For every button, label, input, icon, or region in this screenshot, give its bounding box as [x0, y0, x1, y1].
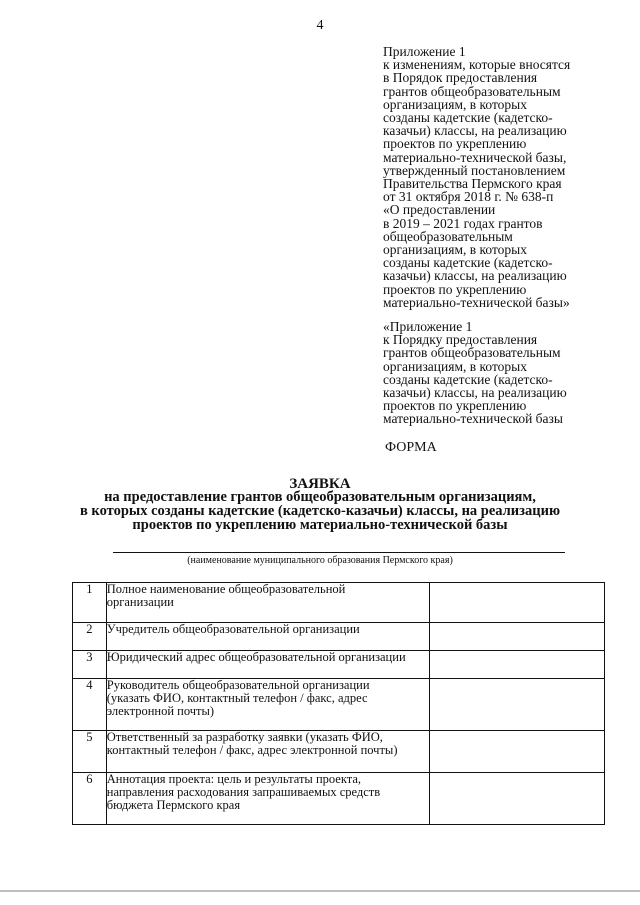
row-number: 6 — [73, 773, 107, 825]
appendix-line: Правительства Пермского края — [383, 176, 562, 192]
appendix-line: в Порядок предоставления — [383, 70, 538, 86]
appendix-order-block — [383, 320, 613, 426]
appendix-line: материально-технической базы, — [383, 149, 567, 165]
scan-edge-divider — [0, 890, 640, 892]
row-label — [106, 773, 429, 825]
appendix-line: созданы кадетские (кадетско- — [383, 371, 553, 387]
appendix-line: созданы кадетские (кадетско- — [383, 110, 553, 126]
appendix-amendment-block — [383, 45, 613, 309]
row-label-line: направления расходования запрашиваемых средств — [106, 785, 381, 799]
row-number: 4 — [73, 679, 107, 731]
row-label-line: Ответственный за разработку заявки (указать ФИО, — [106, 730, 383, 744]
appendix-line: казачьи) классы, на реализацию — [383, 123, 567, 139]
appendix-line: грантов общеобразовательным — [383, 83, 561, 99]
appendix-line: в 2019 – 2021 годах грантов — [383, 215, 543, 231]
row-label-line: Руководитель общеобразовательной организации — [106, 678, 370, 692]
row-value-cell[interactable] — [429, 731, 604, 773]
row-value-cell[interactable] — [429, 583, 604, 623]
appendix-line: Приложение 1 — [383, 44, 466, 59]
appendix-line: проектов по укреплению — [383, 281, 527, 297]
appendix-line: к изменениям, которые вносятся — [383, 57, 571, 73]
table-row — [73, 651, 605, 679]
table-row — [73, 623, 605, 651]
municipality-fill-line — [113, 552, 565, 553]
appendix-line: проектов по укреплению — [383, 136, 527, 152]
document-title: ЗАЯВКА — [289, 476, 351, 492]
row-label-line: электронной почты) — [106, 704, 215, 718]
row-label-line: Полное наименование общеобразовательной — [106, 582, 346, 596]
row-value-cell[interactable] — [429, 623, 604, 651]
appendix-line: проектов по укреплению — [383, 398, 527, 414]
row-number: 2 — [73, 623, 107, 651]
appendix-line: организациям, в которых — [383, 96, 527, 112]
form-label: ФОРМА — [385, 440, 437, 455]
appendix-line: «Приложение 1 — [383, 319, 473, 334]
row-label — [106, 651, 429, 679]
row-label — [106, 623, 429, 651]
municipality-caption: (наименование муниципального образования Пермского края) — [187, 555, 453, 566]
row-label-line: Юридический адрес общеобразовательной организации — [106, 650, 406, 664]
appendix-line: утвержденный постановлением — [383, 162, 566, 178]
appendix-line: от 31 октября 2018 г. № 638-п — [383, 189, 554, 205]
row-number: 3 — [73, 651, 107, 679]
appendix-line: созданы кадетские (кадетско- — [383, 255, 553, 271]
appendix-line: организациям, в которых — [383, 358, 527, 374]
appendix-line: общеобразовательным — [383, 228, 513, 244]
row-label — [106, 583, 429, 623]
appendix-line: казачьи) классы, на реализацию — [383, 385, 567, 401]
appendix-line: грантов общеобразовательным — [383, 345, 561, 361]
subtitle-line: проектов по укреплению материально-технической базы — [132, 517, 508, 533]
appendix-line: казачьи) классы, на реализацию — [383, 268, 567, 284]
appendix-line: организациям, в которых — [383, 242, 527, 258]
appendix-line: материально-технической базы — [383, 411, 563, 427]
page-number: 4 — [316, 18, 324, 33]
row-label-line: организации — [106, 595, 174, 609]
row-label-line: Учредитель общеобразовательной организации — [106, 622, 360, 636]
row-label-line: (указать ФИО, контактный телефон / факс, адрес — [106, 691, 368, 705]
appendix-line: материально-технической базы» — [383, 294, 570, 310]
appendix-line: к Порядку предоставления — [383, 332, 538, 348]
subtitle-line: на предоставление грантов общеобразовательным организациям, — [104, 489, 536, 505]
table-row — [73, 679, 605, 731]
row-label-line: бюджета Пермского края — [106, 798, 241, 812]
row-number: 1 — [73, 583, 107, 623]
row-value-cell[interactable] — [429, 679, 604, 731]
row-label — [106, 679, 429, 731]
appendix-line: «О предоставлении — [383, 202, 496, 218]
document-subtitle — [0, 490, 640, 532]
subtitle-line: в которых созданы кадетские (кадетско-казачьи) классы, на реализацию — [79, 503, 561, 519]
table-row — [73, 731, 605, 773]
row-label-line: Аннотация проекта: цель и результаты проекта, — [106, 772, 362, 786]
row-label-line: контактный телефон / факс, адрес электронной почты) — [106, 743, 398, 757]
row-number: 5 — [73, 731, 107, 773]
application-form-table — [72, 582, 605, 825]
table-row — [73, 773, 605, 825]
row-value-cell[interactable] — [429, 651, 604, 679]
table-row — [73, 583, 605, 623]
row-value-cell[interactable] — [429, 773, 604, 825]
row-label — [106, 731, 429, 773]
